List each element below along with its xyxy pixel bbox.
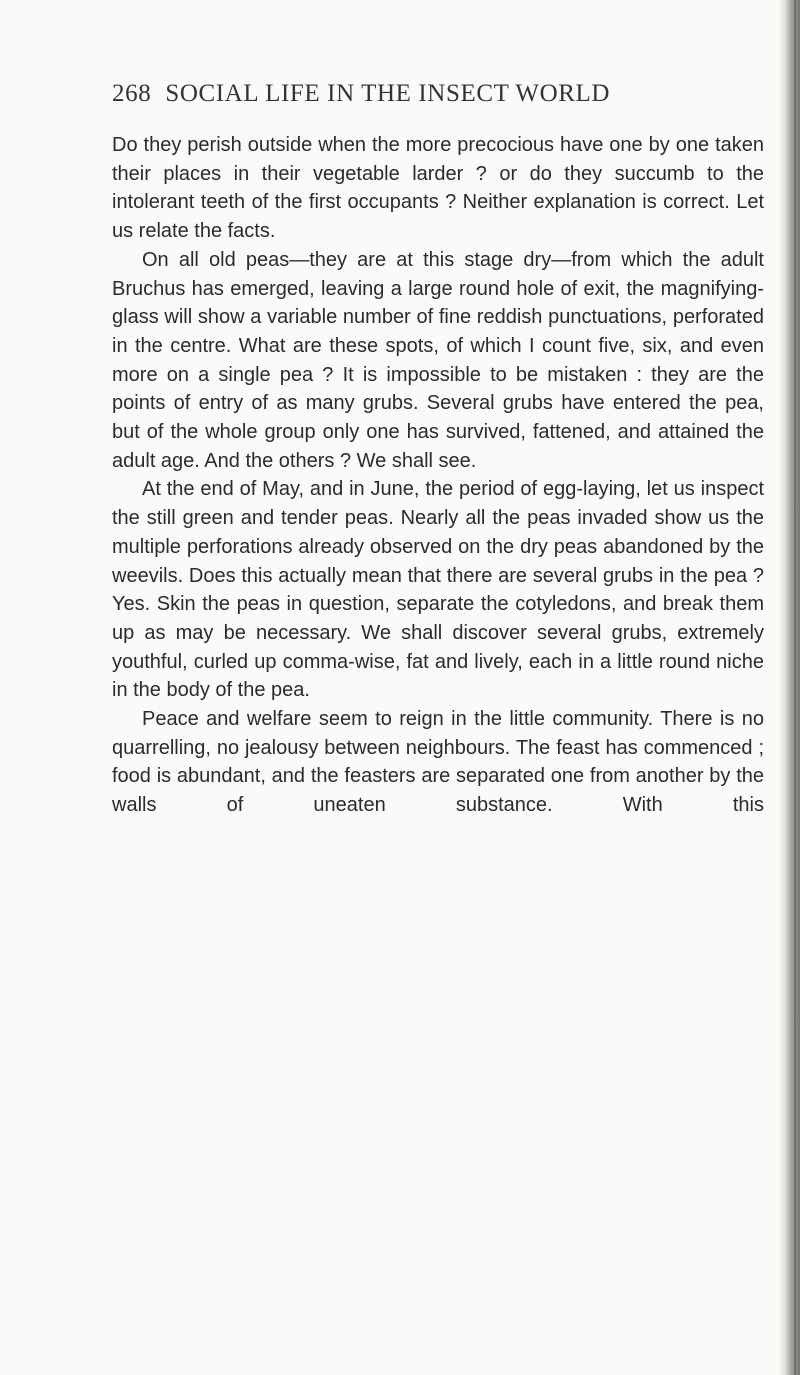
paragraph-3: At the end of May, and in June, the period of egg-laying, let us inspect the still green and tender peas. Nearly all the peas invaded show us the multiple perforations already observed on the dry peas abandoned by the weevils. Does this actually mean that there are several grubs in the pea ? Yes. Skin the peas in question, separate the cotyledons, and break them up as may be necessary. We shall discover several grubs, extremely youthful, curled up comma-wise, fat and lively, each in a little round niche in the body of the pea. <box>112 478 764 702</box>
paragraph-4: Peace and welfare seem to reign in the little community. There is no quarrelling, no jealousy between neighbours. The feast has commenced ; food is abundant, and the feasters are separated one from another by the walls of uneaten substance. With this <box>112 708 764 817</box>
page-edge-shadow <box>778 0 800 1375</box>
page-number: 268 <box>112 80 152 107</box>
body-text <box>112 131 764 820</box>
running-header <box>112 80 752 108</box>
page-edge-line <box>794 0 796 1375</box>
paragraph-1: Do they perish outside when the more precocious have one by one taken their places in their vegetable larder ? or do they succumb to the intolerant teeth of the first occupants ? Neither explanation is correct. Let us relate the facts. <box>112 134 764 243</box>
running-title: SOCIAL LIFE IN THE INSECT WORLD <box>165 80 611 107</box>
paragraph-2: On all old peas—they are at this stage dry—from which the adult Bruchus has emerged, leaving a large round hole of exit, the magnifying-glass will show a variable number of fine reddish punctuations, perforated in the centre. What are these spots, of which I count five, six, and even more on a single pea ? It is impossible to be mistaken : they are the points of entry of as many grubs. Several grubs have entered the pea, but of the whole group only one has survived, fattened, and attained the adult age. And the others ? We shall see. <box>112 248 764 472</box>
